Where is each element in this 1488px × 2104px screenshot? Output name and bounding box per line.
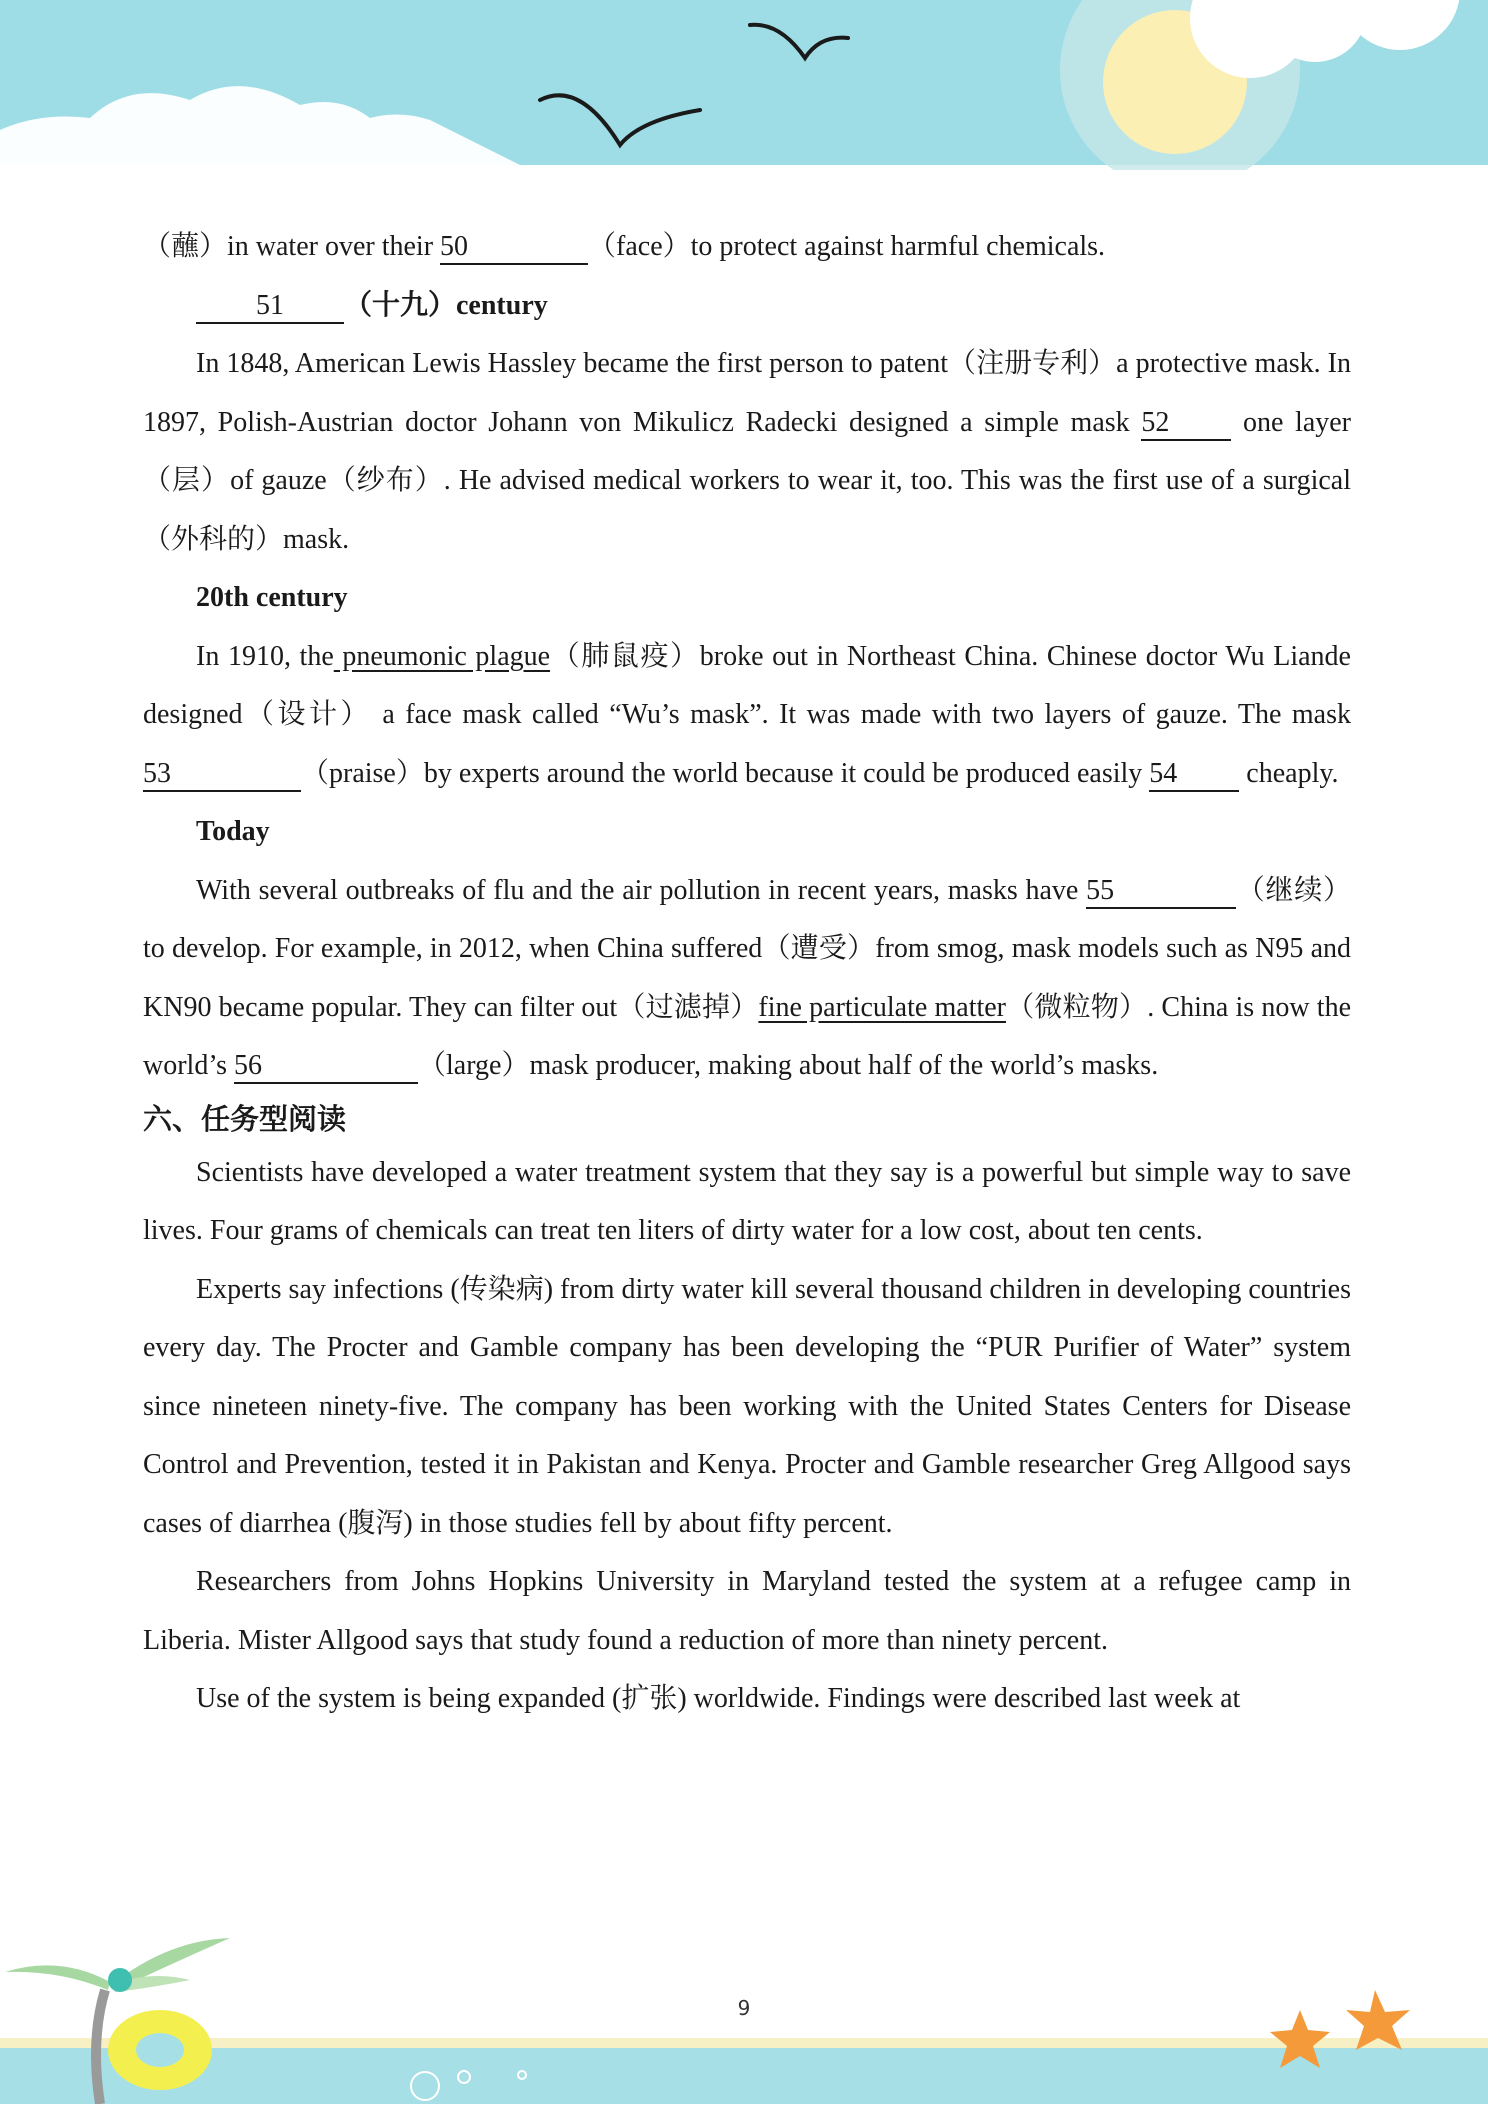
paragraph-expansion: Use of the system is being expanded (扩张) worldwide. Findings were described last week at [196, 1683, 1241, 1714]
paragraph-20th-century: In 1910, the pneumonic plague（肺鼠疫）broke out in Northeast China. Chinese doctor Wu Liande designed（设计） a face mask called “Wu’s mask”. It was made with two layers of gauze. The mask 53 （praise）by experts around the world because it could be produced easily 54 cheaply. [143, 628, 1351, 804]
swim-ring-icon [108, 2010, 212, 2090]
blank-50[interactable]: 50 [440, 231, 588, 265]
paragraph-water-treatment: Scientists have developed a water treatment system that they say is a powerful but simple way to save lives. Four grams of chemicals can treat ten liters of dirty water for a low cost, about ten cents. [143, 1156, 1351, 1246]
blank-53[interactable]: 53 [143, 758, 301, 792]
blank-52[interactable]: 52 [1141, 407, 1231, 441]
paragraph-infections: Experts say infections (传染病) from dirty water kill several thousand children in developing countries every day. The Procter and Gamble company has been developing the “PUR Purifier of Water” system since nineteen ninety-five. The company has been working with the United States Centers for Disease Control and Prevention, tested it in Pakistan and Kenya. Procter and Gamble researcher Greg Allgood says cases of diarrhea (腹泻) in those studies fell by about fifty percent. [143, 1273, 1351, 1539]
paragraph-mask-history-intro: （蘸）in water over their 50 （face）to protect against harmful chemicals. [143, 218, 1351, 277]
document-body [143, 218, 1351, 1729]
underlined-term: fine particulate matter [758, 991, 1007, 1023]
section-title-task-reading: 六、任务型阅读 [143, 1103, 347, 1136]
blank-56[interactable]: 56 [234, 1050, 418, 1084]
blank-55[interactable]: 55 [1086, 875, 1236, 909]
paragraph-today: With several outbreaks of flu and the air pollution in recent years, masks have 55 （继续）to develop. For example, in 2012, when China suffered（遭受）from smog, mask models such as N95 and KN90 became popular. They can filter out（过滤掉）fine particulate matter（微粒物）. China is now the world’s 56 （large）mask producer, making about half of the world’s masks. [143, 862, 1351, 1096]
paragraph-researchers: Researchers from Johns Hopkins University in Maryland tested the system at a refugee camp in Liberia. Mister Allgood says that study found a reduction of more than ninety percent. [143, 1566, 1351, 1656]
paragraph-19th-century: In 1848, American Lewis Hassley became the first person to patent（注册专利）a protective mask. In 1897, Polish-Austrian doctor Johann von Mikulicz Radecki designed a simple mask 52 one layer（层）of gauze（纱布）. He advised medical workers to wear it, too. This was the first use of a surgical（外科的）mask. [143, 348, 1352, 555]
footer-beach-illustration [0, 1900, 1488, 2104]
heading-today: Today [196, 816, 270, 847]
heading-19th-century: 51 （十九）century [143, 277, 1351, 336]
underlined-term: pneumonic plague [333, 640, 551, 672]
blank-51[interactable]: 51 [196, 290, 344, 324]
heading-20th-century: 20th century [196, 582, 348, 613]
page-number: 9 [737, 1996, 751, 2020]
header-sky-illustration [0, 0, 1488, 170]
blank-54[interactable]: 54 [1149, 758, 1239, 792]
